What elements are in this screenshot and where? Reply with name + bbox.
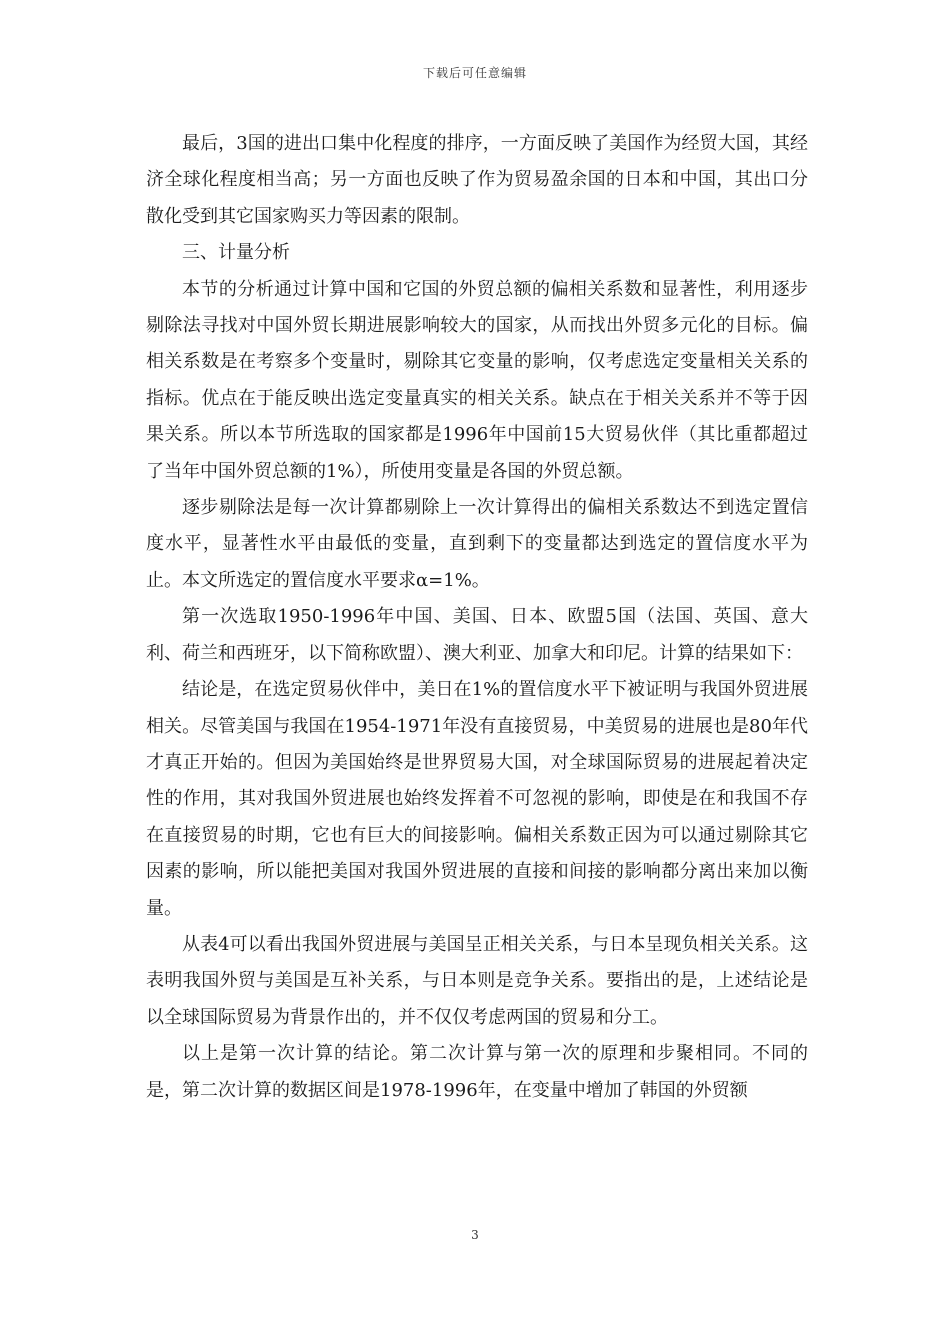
paragraph-table4: 从表4可以看出我国外贸进展与美国呈正相关关系，与日本呈现负相关关系。这表明我国外贸与美国是互补关系，与日本则是竞争关系。要指出的是，上述结论是以全球国际贸易为背景作出的，并不仅仅考虑两国的贸易和分工。 xyxy=(146,933,808,1028)
page-header: 下载后可任意编辑 xyxy=(422,66,527,80)
paragraph-second-calculation: 以上是第一次计算的结论。第二次计算与第一次的原理和步聚相同。不同的是，第二次计算的数据区间是1978-1996年，在变量中增加了韩国的外贸额 xyxy=(146,1043,808,1101)
paragraph-conclusion-us-japan: 结论是，在选定贸易伙伴中，美日在1%的置信度水平下被证明与我国外贸进展相关。尽管美国与我国在1954-1971年没有直接贸易，中美贸易的进展也是80年代才真正开始的。但因为美国始终是世界贸易大国，对全球国际贸易的进展起着决定性的作用，其对我国外贸进展也始终发挥着不可忽视的影响，即使是在和我国不存在直接贸易的时期，它也有巨大的间接影响。偏相关系数正因为可以通过剔除其它因素的影响，所以能把美国对我国外贸进展的直接和间接的影响都分离出来加以衡量。 xyxy=(146,679,808,919)
page-number: 3 xyxy=(471,1228,479,1242)
section-heading-quantitative-analysis: 三、计量分析 xyxy=(182,242,290,264)
paragraph-stepwise-elimination: 逐步剔除法是每一次计算都剔除上一次计算得出的偏相关系数达不到选定置信度水平，显著性水平由最低的变量，直到剩下的变量都达到选定的置信度水平为止。本文所选定的置信度水平要求α=1%。 xyxy=(146,497,808,591)
paragraph-conclusion-ranking: 最后，3国的进出口集中化程度的排序，一方面反映了美国作为经贸大国，其经济全球化程度相当高；另一方面也反映了作为贸易盈余国的日本和中国，其出口分散化受到其它国家购买力等因素的限制。 xyxy=(146,133,808,227)
document-body xyxy=(146,126,808,1109)
paragraph-first-selection: 第一次选取1950-1996年中国、美国、日本、欧盟5国（法国、英国、意大利、荷兰和西班牙，以下简称欧盟）、澳大利亚、加拿大和印尼。计算的结果如下： xyxy=(146,606,808,664)
paragraph-partial-correlation: 本节的分析通过计算中国和它国的外贸总额的偏相关系数和显著性，利用逐步剔除法寻找对中国外贸长期进展影响较大的国家，从而找出外贸多元化的目标。偏相关系数是在考察多个变量时，剔除其它变量的影响，仅考虑选定变量相关关系的指标。优点在于能反映出选定变量真实的相关关系。缺点在于相关关系并不等于因果关系。所以本节所选取的国家都是1996年中国前15大贸易伙伴（其比重都超过了当年中国外贸总额的1%），所使用变量是各国的外贸总额。 xyxy=(146,278,808,482)
